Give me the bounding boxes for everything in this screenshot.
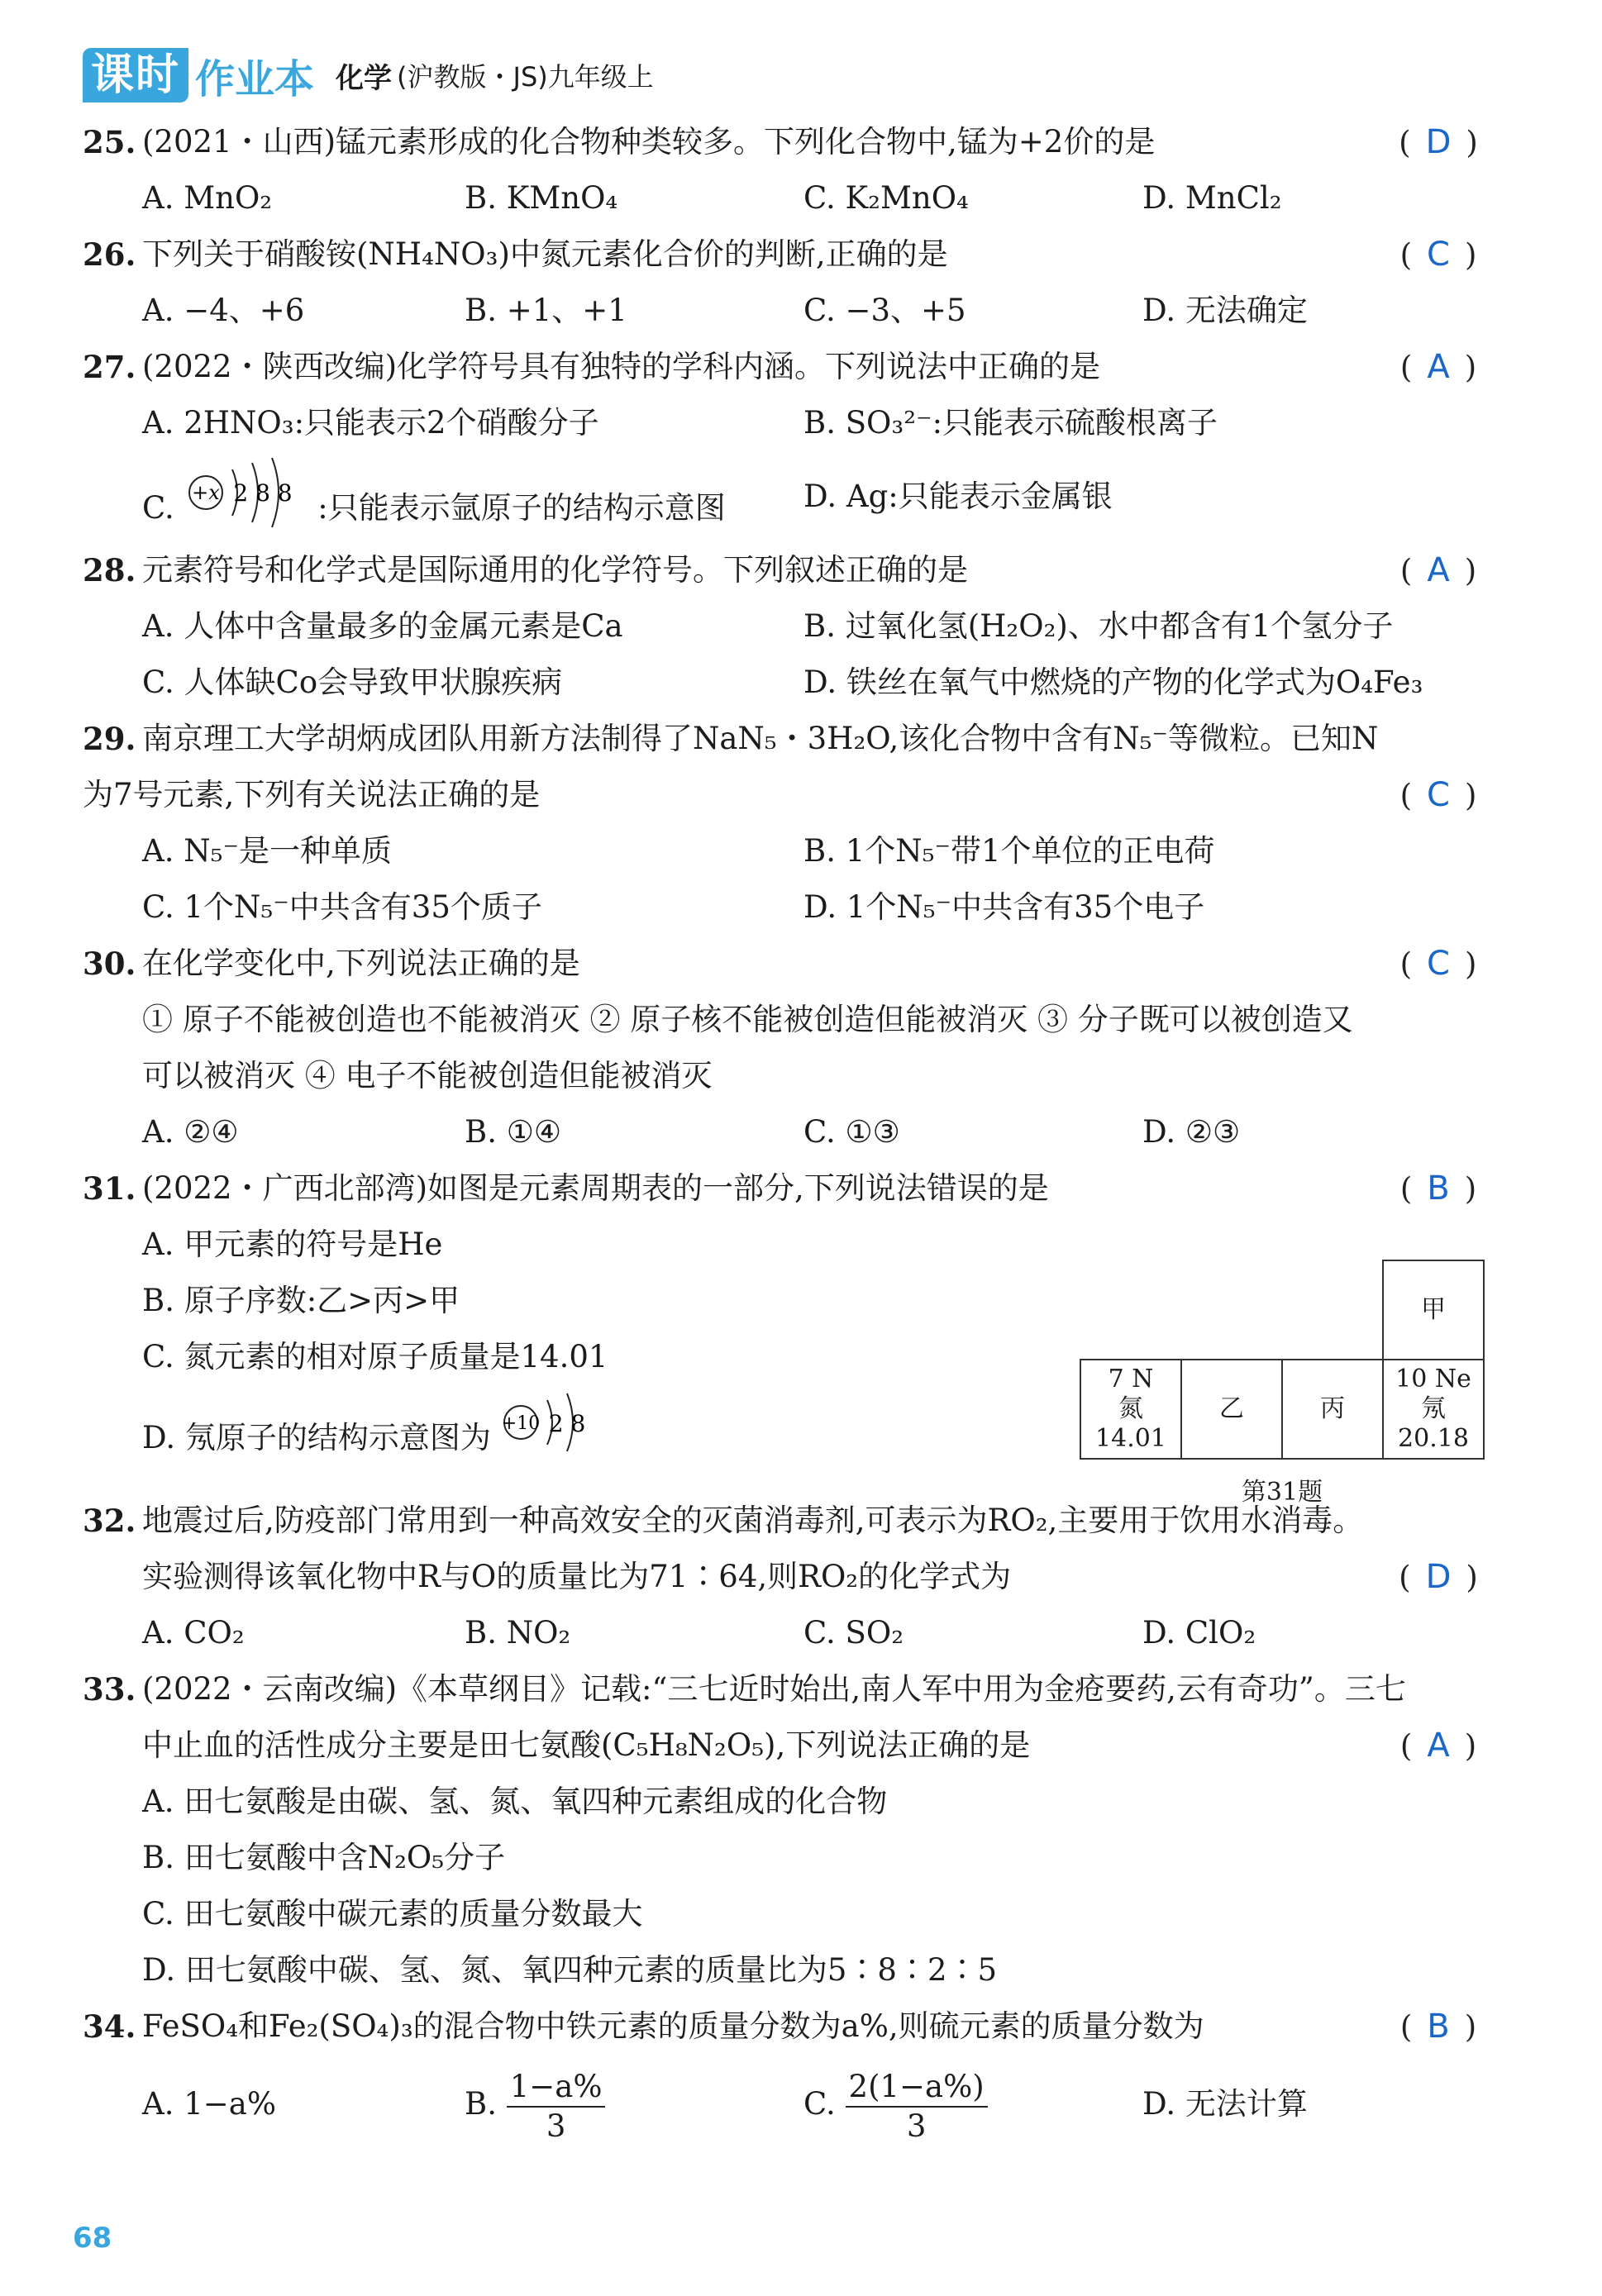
option-d: D. 铁丝在氧气中燃烧的产物的化学式为O₄Fe₃ [803, 665, 1423, 700]
options-row [83, 1830, 1488, 1886]
cell-bing: 丙 [1282, 1360, 1383, 1459]
options-row [83, 823, 1488, 879]
question-number: 28. [83, 552, 136, 588]
answer-letter: A [1427, 1727, 1450, 1765]
page-header [83, 46, 654, 104]
answer-bracket: ( A ) [1399, 1727, 1477, 1765]
option-b: B. KMnO₄ [465, 180, 618, 216]
option-d: D. MnCl₂ [1142, 180, 1282, 216]
question-number: 29. [83, 721, 136, 757]
options-row [83, 1774, 1488, 1830]
answer-bracket: ( C ) [1399, 236, 1477, 274]
option-d: D. 无法确定 [1142, 293, 1308, 328]
question-text-line2: 实验测得该氧化物中R与O的质量比为71∶64,则RO₂的化学式为 [142, 1559, 1012, 1594]
option-b: B. NO₂ [465, 1615, 571, 1651]
question-text: (2021・山西)锰元素形成的化合物种类较多。下列化合物中,锰为+2价的是 [142, 124, 1156, 160]
question-28 [83, 542, 1488, 598]
answer-bracket: ( C ) [1399, 945, 1477, 983]
question-text-line2: 中止血的活性成分主要是田七氨酸(C₅H₈N₂O₅),下列说法正确的是 [142, 1727, 1031, 1763]
question-number: 34. [83, 2008, 136, 2045]
cell-neon: 10 Ne 氖 20.18 [1383, 1360, 1484, 1459]
answer-bracket: ( B ) [1399, 1169, 1477, 1208]
neon-atom-diagram [501, 1385, 600, 1495]
options-row [83, 451, 1488, 542]
option-c: C. 氮元素的相对原子质量是14.01 [142, 1339, 608, 1374]
question-list [83, 114, 1488, 2154]
option-a: A. ②④ [142, 1114, 239, 1150]
options-row [83, 598, 1488, 655]
answer-bracket: ( D ) [1399, 123, 1478, 161]
question-27 [83, 339, 1488, 395]
option-a: A. 2HNO₃:只能表示2个硝酸分子 [142, 405, 599, 441]
options-row [83, 1104, 1488, 1160]
cell-yi: 乙 [1181, 1360, 1282, 1459]
answer-letter: C [1427, 236, 1450, 274]
option-a: A. 甲元素的符号是He [142, 1227, 443, 1262]
option-a: A. −4、+6 [142, 293, 305, 328]
svg-text:2 8 8: 2 8 8 [232, 479, 293, 507]
question-number: 33. [83, 1671, 136, 1708]
cell-nitrogen: 7 N 氮 14.01 [1080, 1360, 1181, 1459]
question-number: 25. [83, 124, 136, 160]
question-text: (2022・云南改编)《本草纲目》记载:“三七近时始出,南人军中用为金疮要药,云有奇功”。三七 [142, 1671, 1406, 1707]
question-text: 地震过后,防疫部门常用到一种高效安全的灭菌消毒剂,可表示为RO₂,主要用于饮用水消毒。 [142, 1503, 1364, 1538]
statement-row [83, 992, 1488, 1048]
options-row [83, 879, 1488, 936]
options-row [83, 2055, 1488, 2154]
option-d: D. ClO₂ [1142, 1615, 1256, 1651]
options-row [83, 170, 1488, 226]
figure-caption: 第31题 [1241, 1478, 1323, 1507]
option-d: D. 无法计算 [1142, 2086, 1308, 2122]
question-continuation [83, 767, 1488, 823]
question-number: 26. [83, 236, 136, 273]
statements-line1: ① 原子不能被创造也不能被消灭 ② 原子核不能被创造但能被消灭 ③ 分子既可以被创造又 [142, 1002, 1353, 1037]
option-c: C. 1个N₅⁻中共含有35个质子 [142, 889, 542, 925]
question-30 [83, 936, 1488, 992]
option-c: C. −3、+5 [803, 293, 966, 328]
option-c: C. ①③ [803, 1114, 900, 1150]
answer-letter: B [1427, 2008, 1450, 2046]
options-row [83, 655, 1488, 711]
option-b: B. SO₃²⁻:只能表示硫酸根离子 [803, 405, 1218, 441]
question-number: 30. [83, 946, 136, 982]
question-text: (2022・广西北部湾)如图是元素周期表的一部分,下列说法错误的是 [142, 1170, 1049, 1206]
option-c: C. K₂MnO₄ [803, 180, 969, 216]
logo-sub: 作业本 [195, 55, 315, 102]
periodic-table-figure [1080, 1260, 1485, 1508]
answer-bracket: ( D ) [1399, 1558, 1478, 1596]
options-row [83, 395, 1488, 451]
option-d: D. Ag:只能表示金属银 [803, 479, 1113, 514]
question-text: 元素符号和化学式是国际通用的化学符号。下列叙述正确的是 [142, 552, 968, 588]
statement-row [83, 1048, 1488, 1104]
answer-letter: D [1425, 1558, 1452, 1596]
svg-text:+10: +10 [501, 1413, 540, 1434]
periodic-table [1080, 1260, 1485, 1460]
option-d: D. 田七氨酸中碳、氢、氮、氧四种元素的质量比为5∶8∶2∶5 [142, 1952, 998, 1988]
question-25 [83, 114, 1488, 170]
answer-letter: A [1427, 348, 1450, 386]
svg-text:+x: +x [191, 481, 220, 504]
question-29 [83, 711, 1488, 767]
answer-bracket: ( A ) [1399, 551, 1477, 589]
options-row [83, 1886, 1488, 1942]
option-a: A. CO₂ [142, 1615, 245, 1651]
answer-letter: C [1427, 945, 1450, 983]
option-c: C. 田七氨酸中碳元素的质量分数最大 [142, 1896, 643, 1932]
fraction-b: $\frac{1-a\%}{3}$ [507, 2068, 606, 2146]
option-a: A. 田七氨酸是由碳、氢、氮、氧四种元素组成的化合物 [142, 1784, 888, 1819]
answer-letter: A [1427, 551, 1450, 589]
option-c: C. +x 2 8 8 :只能表示氩原子的结构示意图 [142, 451, 726, 569]
statements-line2: 可以被消灭 ④ 电子不能被创造但能被消灭 [142, 1058, 713, 1093]
question-continuation [83, 1717, 1488, 1774]
answer-bracket: ( B ) [1399, 2008, 1477, 2046]
option-c: C. 人体缺Co会导致甲状腺疾病 [142, 665, 563, 700]
answer-bracket: ( A ) [1399, 348, 1477, 386]
question-26 [83, 226, 1488, 283]
option-b: B. ①④ [465, 1114, 562, 1150]
option-c: C. SO₂ [803, 1615, 904, 1651]
option-b: B. 过氧化氢(H₂O₂)、水中都含有1个氢分子 [803, 608, 1394, 644]
question-text-line2: 为7号元素,下列有关说法正确的是 [83, 777, 541, 812]
question-text: (2022・陕西改编)化学符号具有独特的学科内涵。下列说法中正确的是 [142, 349, 1101, 384]
question-31 [83, 1160, 1488, 1217]
question-text: 南京理工大学胡炳成团队用新方法制得了NaN₅・3H₂O,该化合物中含有N₅⁻等微粒。已知N [142, 721, 1379, 756]
option-c: C. $\frac{2(1-a\%)}{3}$ [803, 2055, 988, 2154]
question-33 [83, 1661, 1488, 1717]
answer-bracket: ( C ) [1399, 776, 1477, 814]
option-b: B. 田七氨酸中含N₂O₅分子 [142, 1840, 506, 1875]
cell-jia: 甲 [1383, 1260, 1484, 1360]
options-row [83, 1605, 1488, 1661]
option-b: B. 1个N₅⁻带1个单位的正电荷 [803, 833, 1215, 869]
options-row [83, 1942, 1488, 1998]
question-number: 32. [83, 1503, 136, 1539]
answer-letter: C [1427, 776, 1450, 814]
question-text: 在化学变化中,下列说法正确的是 [142, 946, 580, 981]
answer-letter: D [1425, 123, 1452, 161]
question-number: 27. [83, 349, 136, 385]
option-d: D. 氖原子的结构示意图为 +10 2 8 [142, 1385, 600, 1495]
option-b: B. 原子序数:乙>丙>甲 [142, 1283, 460, 1318]
option-a: A. N₅⁻是一种单质 [142, 833, 392, 869]
subject-label: 化学 [336, 61, 393, 95]
book-logo [83, 47, 314, 104]
option-d: D. 1个N₅⁻中共含有35个电子 [803, 889, 1205, 925]
svg-text:2 8: 2 8 [548, 1410, 585, 1437]
option-b: B. +1、+1 [465, 293, 627, 328]
logo-main: 课时 [83, 48, 188, 102]
fraction-c: $\frac{2(1-a\%)}{3}$ [846, 2068, 988, 2146]
option-a: A. 1−a% [142, 2086, 277, 2122]
option-a: A. MnO₂ [142, 180, 273, 216]
question-text: 下列关于硝酸铵(NH₄NO₃)中氮元素化合价的判断,正确的是 [142, 236, 948, 272]
option-d: D. ②③ [1142, 1114, 1241, 1150]
question-34 [83, 1998, 1488, 2055]
options-row [83, 283, 1488, 339]
answer-letter: B [1427, 1169, 1450, 1208]
option-b: B. $\frac{1-a\%}{3}$ [465, 2055, 605, 2154]
question-text: FeSO₄和Fe₂(SO₄)₃的混合物中铁元素的质量分数为a%,则硫元素的质量分数为 [142, 2008, 1204, 2044]
question-continuation [83, 1549, 1488, 1605]
question-number: 31. [83, 1170, 136, 1207]
page-number: 68 [73, 2222, 112, 2255]
option-a: A. 人体中含量最多的金属元素是Ca [142, 608, 623, 644]
edition-label: (沪教版・JS)九年级上 [397, 61, 654, 93]
